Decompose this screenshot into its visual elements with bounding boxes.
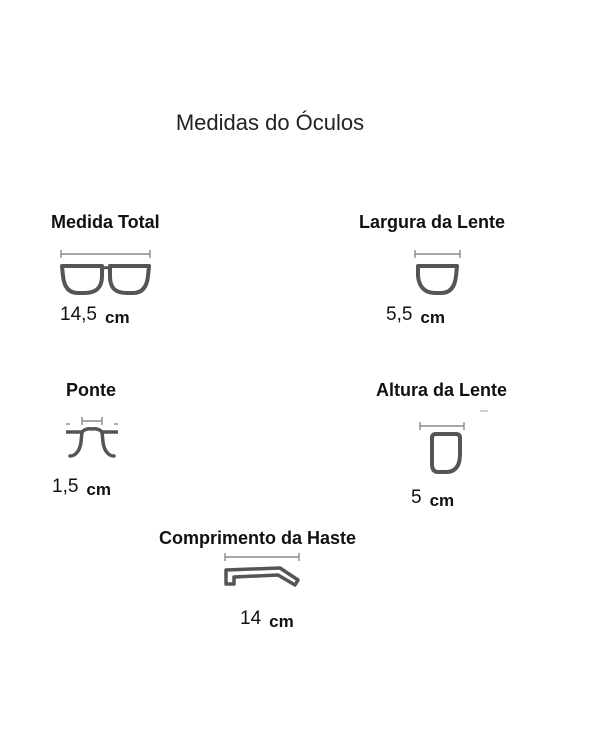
- lens-width-value: [386, 304, 445, 326]
- lens-height-value: [411, 487, 454, 509]
- total-width-label: Medida Total: [51, 212, 160, 232]
- page-title: Medidas do Óculos: [175, 110, 365, 135]
- bridge-value: [52, 476, 111, 498]
- lens-width-icon: [412, 248, 464, 296]
- bridge-label: Ponte: [66, 380, 117, 400]
- total-width-unit: cm: [104, 308, 130, 327]
- total-width-number: 14,5: [60, 304, 97, 325]
- total-width-value: [60, 304, 130, 326]
- glasses-front-icon: [58, 248, 154, 296]
- lens-width-number: 5,5: [386, 304, 413, 325]
- temple-length-number: 14: [240, 608, 262, 629]
- lens-width-label: Largura da Lente: [359, 212, 506, 232]
- lens-height-label: Altura da Lente: [376, 380, 508, 400]
- temple-arm-icon: [222, 552, 306, 590]
- temple-length-label: Comprimento da Haste: [159, 528, 357, 548]
- lens-height-number: 5: [411, 487, 422, 508]
- lens-width-unit: cm: [420, 308, 445, 327]
- bridge-number: 1,5: [52, 476, 79, 497]
- lens-height-unit: cm: [429, 491, 455, 510]
- temple-length-value: [240, 608, 294, 630]
- bridge-unit: cm: [86, 480, 111, 499]
- bridge-icon: [64, 414, 120, 460]
- temple-length-unit: cm: [269, 612, 294, 631]
- lens-height-icon: [414, 408, 494, 478]
